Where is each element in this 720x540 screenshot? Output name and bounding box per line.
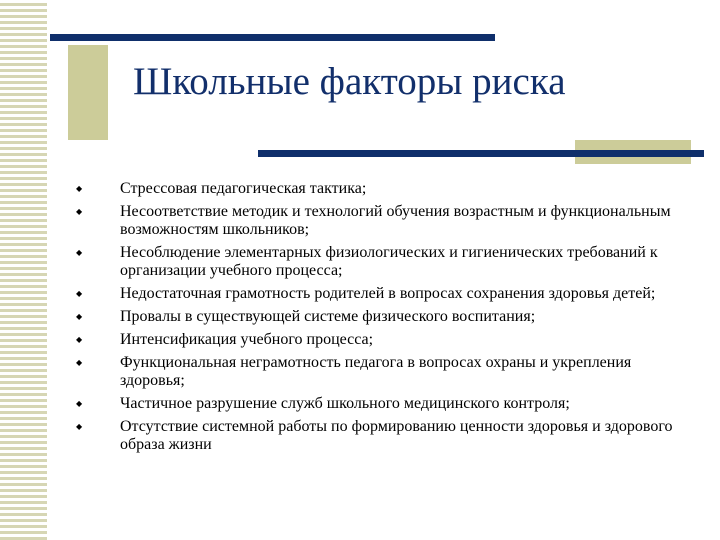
list-item — [76, 180, 686, 198]
list-item-text: Частичное разрушение служб школьного медицинского контроля; — [120, 395, 570, 412]
list-item — [76, 203, 686, 239]
list-item — [76, 395, 686, 413]
diamond-bullet-icon: ◆ — [76, 207, 83, 216]
slide-title: Школьные факторы риска — [133, 60, 566, 103]
diamond-bullet-icon: ◆ — [76, 335, 83, 344]
diamond-bullet-icon: ◆ — [76, 422, 83, 431]
decorative-rule-top — [50, 34, 495, 41]
list-item-text: Несоответствие методик и технологий обучения возрастным и функциональным возможностям школьников; — [120, 203, 671, 238]
list-item — [76, 331, 686, 349]
list-item — [76, 418, 686, 454]
diamond-bullet-icon: ◆ — [76, 399, 83, 408]
list-item-text: Интенсификация учебного процесса; — [120, 331, 374, 348]
list-item-text: Несоблюдение элементарных физиологических и гигиенических требований к организации учебного процесса; — [120, 244, 658, 279]
list-item-text: Провалы в существующей системе физического воспитания; — [120, 308, 536, 325]
decorative-stripes — [0, 0, 47, 540]
list-item-text: Отсутствие системной работы по формированию ценности здоровья и здорового образа жизни — [120, 418, 673, 453]
list-item-text: Недостаточная грамотность родителей в вопросах сохранения здоровья детей; — [120, 285, 656, 302]
list-item — [76, 308, 686, 326]
list-item-text: Функциональная неграмотность педагога в вопросах охраны и укрепления здоровья; — [120, 354, 632, 389]
diamond-bullet-icon: ◆ — [76, 358, 83, 367]
decorative-rule-right — [258, 150, 704, 157]
diamond-bullet-icon: ◆ — [76, 248, 83, 257]
decorative-block-top — [68, 45, 108, 140]
list-item-text: Стрессовая педагогическая тактика; — [120, 180, 367, 197]
risk-factor-list — [76, 180, 686, 459]
diamond-bullet-icon: ◆ — [76, 312, 83, 321]
list-item — [76, 285, 686, 303]
diamond-bullet-icon: ◆ — [76, 184, 83, 193]
list-item — [76, 244, 686, 280]
list-item — [76, 354, 686, 390]
diamond-bullet-icon: ◆ — [76, 289, 83, 298]
